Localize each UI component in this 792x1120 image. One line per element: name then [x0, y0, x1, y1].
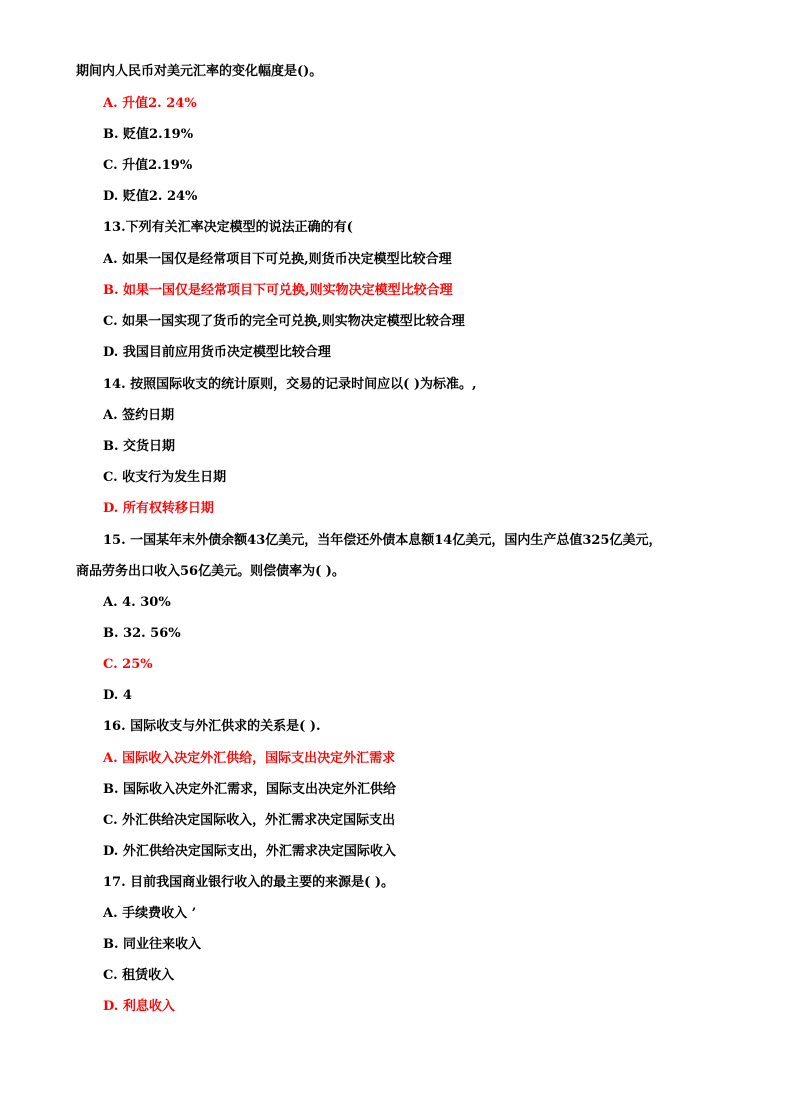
q16-option-c: C. 外汇供给决定国际收入，外汇需求决定国际支出: [103, 813, 396, 828]
q17-option-b: B. 同业往来收入: [103, 937, 202, 952]
q14-option-a: A. 签约日期: [103, 408, 175, 423]
q17-option-c: C. 租赁收入: [103, 968, 175, 983]
q15-option-c: C. 25%: [103, 657, 153, 672]
q17-stem: 17. 目前我国商业银行收入的最主要的来源是( )。: [103, 875, 394, 890]
q16-stem: 16. 国际收支与外汇供求的关系是( ).: [103, 719, 321, 734]
q12-option-d: D. 贬值2. 24%: [103, 189, 198, 204]
q13-option-c: C. 如果一国实现了货币的完全可兑换,则实物决定模型比较合理: [103, 314, 465, 329]
q15-option-a: A. 4. 30%: [103, 595, 171, 610]
q13-option-b: B. 如果一国仅是经常项目下可兑换,则实物决定模型比较合理: [103, 283, 453, 298]
q15-stem-line-2: 商品劳务出口收入56亿美元。则偿债率为( )。: [76, 564, 345, 579]
q12-option-b: B. 贬值2.19%: [103, 127, 194, 142]
q14-option-d: D. 所有权转移日期: [103, 501, 214, 516]
q12-option-c: C. 升值2.19%: [103, 158, 193, 173]
q16-option-d: D. 外汇供给决定国际支出，外汇需求决定国际收入: [103, 844, 396, 859]
q15-option-b: B. 32. 56%: [103, 626, 181, 641]
q17-option-a: A. 手续费收入 ’: [103, 906, 197, 921]
q12-option-a: A. 升值2. 24%: [103, 96, 197, 111]
q14-option-c: C. 收支行为发生日期: [103, 470, 227, 485]
q16-option-b: B. 国际收入决定外汇需求，国际支出决定外汇供给: [103, 782, 397, 797]
q14-stem: 14. 按照国际收支的统计原则，交易的记录时间应以( )为标准。,: [103, 377, 477, 392]
q14-option-b: B. 交货日期: [103, 439, 176, 454]
q15-stem-line-1: 15. 一国某年末外债余额43亿美元，当年偿还外债本息额14亿美元，国内生产总值325亿美元，: [103, 533, 662, 548]
q13-option-d: D. 我国目前应用货币决定模型比较合理: [103, 345, 331, 360]
q17-option-d: D. 利息收入: [103, 999, 175, 1014]
q12-stem: 期间内人民币对美元汇率的变化幅度是()。: [76, 64, 323, 79]
q16-option-a: A. 国际收入决定外汇供给，国际支出决定外汇需求: [103, 751, 396, 766]
q13-stem: 13.下列有关汇率决定模型的说法正确的有(: [103, 220, 353, 235]
q15-option-d: D. 4: [103, 688, 132, 703]
q13-option-a: A. 如果一国仅是经常项目下可兑换,则货币决定模型比较合理: [103, 252, 452, 267]
